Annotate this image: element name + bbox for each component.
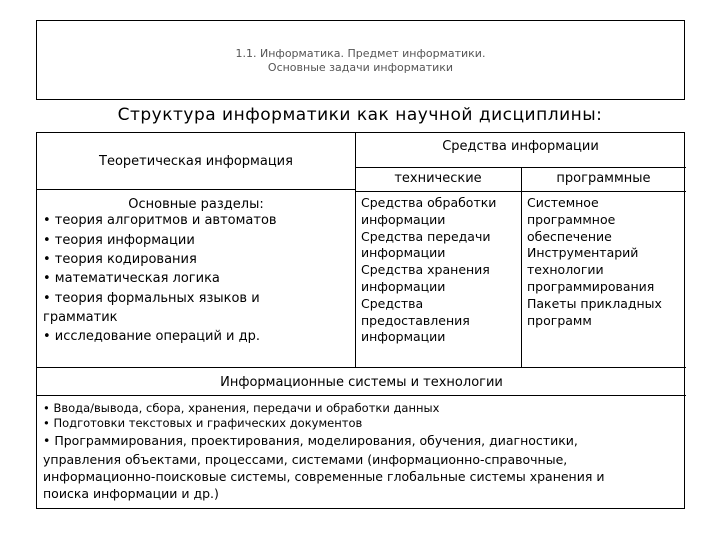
software-item: программ (527, 312, 592, 328)
header-line-1: 1.1. Информатика. Предмет информатики. (235, 47, 486, 60)
technical-label: технические (394, 171, 482, 186)
systems-line: поиска информации и др.) (43, 486, 219, 501)
theory-item: • теория информации (43, 233, 195, 248)
software-item: Системное (527, 195, 599, 210)
systems-line: • Ввода/вывода, сбора, хранения, передачи и обработки данных (43, 401, 440, 415)
technical-item: Средства хранения (361, 262, 490, 278)
theory-means-divider (355, 133, 356, 367)
technical-item: Средства (361, 295, 424, 311)
theory-item: • математическая логика (43, 271, 220, 286)
theory-heading: Теоретическая информация (99, 154, 293, 169)
theory-item: • теория формальных языков и (43, 291, 260, 306)
technical-item: информации (361, 211, 446, 227)
technical-item: информации (361, 329, 446, 345)
software-item: обеспечение (527, 228, 612, 244)
theory-item: грамматик (43, 310, 118, 325)
systems-line: • Подготовки текстовых и графических документов (43, 416, 363, 430)
technical-list (361, 195, 496, 346)
systems-line: информационно-поисковые системы, современные глобальные системы хранения и (43, 469, 605, 484)
header-line-2: Основные задачи информатики (267, 61, 454, 74)
technical-item: информации (361, 245, 446, 261)
software-item: технологии (527, 262, 604, 278)
slide-header (37, 47, 684, 75)
tech-software-divider (521, 167, 522, 367)
systems-heading: Информационные системы и технологии (220, 375, 503, 390)
theory-item: • исследование операций и др. (43, 329, 261, 344)
theory-subheading: Основные разделы: (128, 197, 264, 212)
slide-header-box (36, 20, 685, 100)
software-item: Инструментарий (527, 245, 639, 261)
technical-item: информации (361, 278, 446, 294)
systems-heading-divider (37, 395, 686, 396)
structure-diagram (36, 132, 685, 509)
theory-heading-divider (37, 189, 355, 190)
technical-item: Средства обработки (361, 195, 497, 210)
software-label: программные (556, 171, 651, 186)
technical-item: предоставления (361, 312, 470, 328)
theory-item: • теория кодирования (43, 252, 197, 267)
software-item: программное (527, 211, 616, 227)
technical-item: Средства передачи (361, 228, 491, 244)
software-item: программирования (527, 278, 655, 294)
software-item: Пакеты прикладных (527, 295, 662, 311)
systems-line: управления объектами, процессами, системами (информационно-справочные, (43, 452, 568, 467)
theory-item: • теория алгоритмов и автоматов (43, 213, 277, 228)
software-list (527, 195, 662, 329)
systems-top-divider (37, 367, 686, 368)
page-title: Структура информатики как научной дисциплины: (117, 105, 603, 125)
systems-line: • Программирования, проектирования, моделирования, обучения, диагностики, (43, 433, 578, 448)
means-heading: Средства информации (442, 139, 599, 154)
